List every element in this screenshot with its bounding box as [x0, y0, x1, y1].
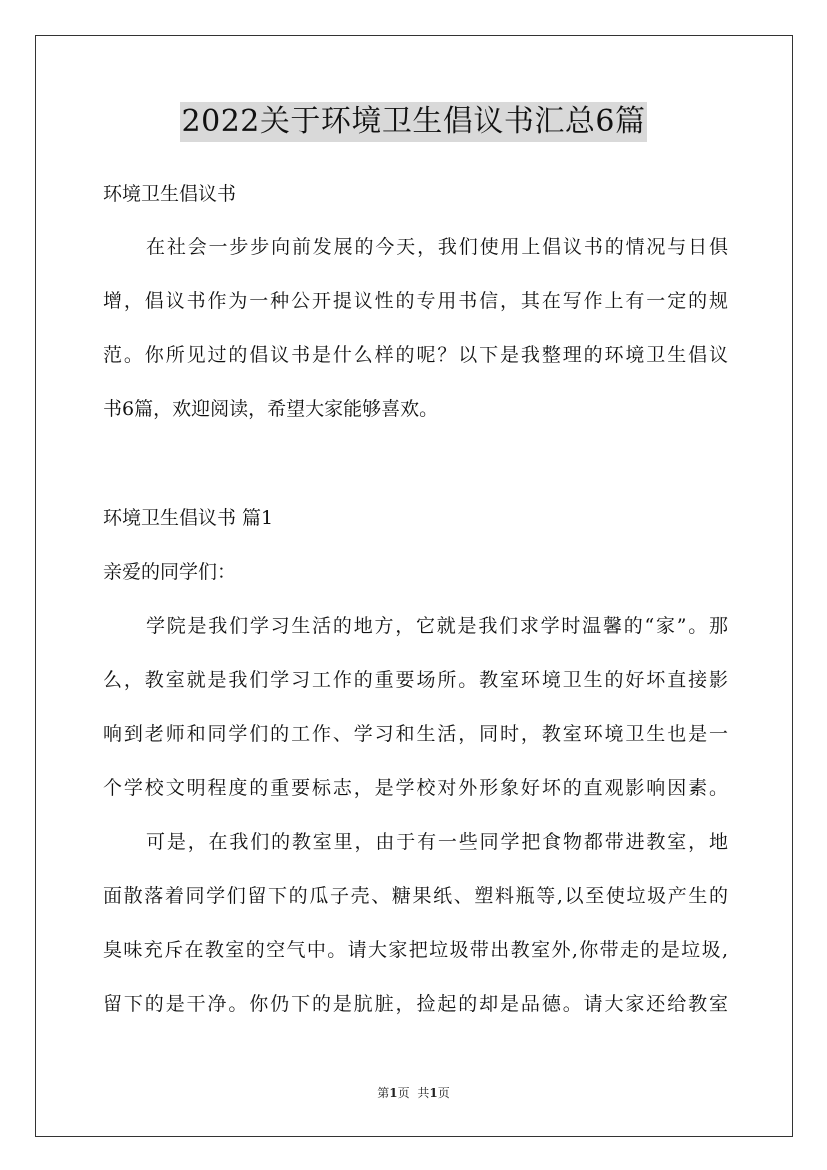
article-heading: 环境卫生倡议书 篇1 — [103, 507, 274, 529]
paragraph-line: 么，教室就是我们学习工作的重要场所。教室环境卫生的好坏直接影 — [103, 669, 728, 691]
intro-line: 增，倡议书作为一种公开提议性的专用书信，其在写作上有一定的规 — [103, 290, 728, 312]
footer-page-number: 1 — [389, 1086, 398, 1100]
intro-line: 范。你所见过的倡议书是什么样的呢？以下是我整理的环境卫生倡议 — [103, 344, 728, 366]
footer-total-prefix: 共 — [417, 1086, 430, 1100]
page-footer — [0, 1084, 827, 1101]
footer-total-number: 1 — [429, 1086, 438, 1100]
footer-page-prefix: 第 — [377, 1086, 390, 1100]
document-title-wrap — [0, 102, 827, 142]
section-heading: 环境卫生倡议书 — [103, 183, 237, 205]
paragraph-line: 臭味充斥在教室的空气中。请大家把垃圾带出教室外,你带走的是垃圾, — [103, 939, 728, 961]
paragraph-line: 留下的是干净。你仍下的是肮脏，捡起的却是品德。请大家还给教室 — [103, 993, 728, 1015]
document-title: 2022关于环境卫生倡议书汇总6篇 — [180, 102, 648, 142]
paragraph-line: 面散落着同学们留下的瓜子壳、糖果纸、塑料瓶等,以至使垃圾产生的 — [103, 885, 728, 907]
intro-line: 书6篇，欢迎阅读，希望大家能够喜欢。 — [103, 398, 439, 420]
footer-total-suffix: 页 — [437, 1086, 450, 1100]
intro-line: 在社会一步步向前发展的今天，我们使用上倡议书的情况与日俱 — [146, 236, 728, 258]
footer-page-suffix: 页 — [397, 1086, 410, 1100]
paragraph-line: 响到老师和同学们的工作、学习和生活，同时，教室环境卫生也是一 — [103, 723, 728, 745]
paragraph-line: 可是，在我们的教室里，由于有一些同学把食物都带进教室，地 — [146, 831, 728, 853]
salutation: 亲爱的同学们： — [103, 561, 237, 583]
paragraph-line: 学院是我们学习生活的地方，它就是我们求学时温馨的“家”。那 — [146, 615, 728, 637]
paragraph-line: 个学校文明程度的重要标志，是学校对外形象好坏的直观影响因素。 — [103, 777, 728, 799]
